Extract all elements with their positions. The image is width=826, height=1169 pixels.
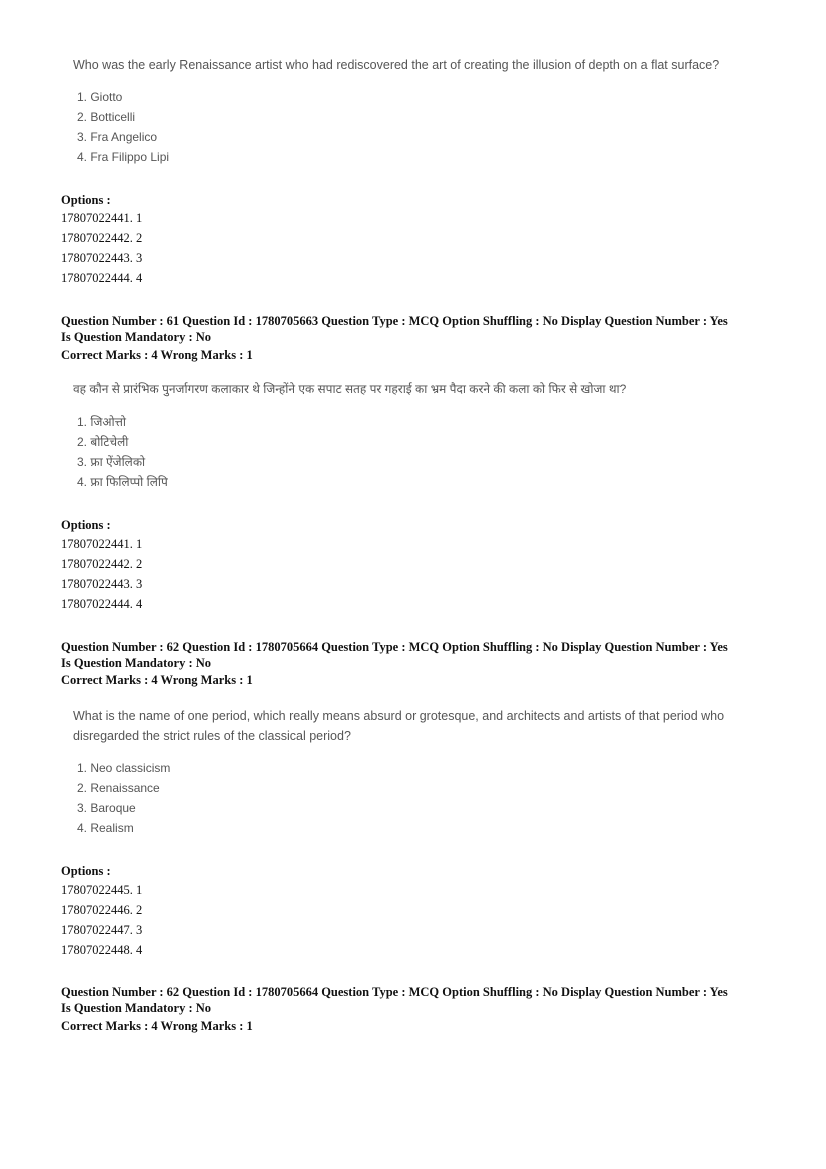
choice-item: 1. जिओत्तो (77, 415, 127, 429)
options-label: Options : (61, 518, 111, 532)
option-id: 17807022442. 2 (61, 231, 143, 245)
option-id: 17807022444. 4 (61, 271, 143, 285)
choice-item: 3. फ्रा ऐंजेलिको (77, 455, 146, 469)
choice-item: 2. Renaissance (77, 781, 160, 795)
question-mandatory: Is Question Mandatory : No (61, 330, 212, 344)
option-id: 17807022444. 4 (61, 597, 143, 611)
choice-item: 4. फ्रा फिलिप्पो लिपि (77, 475, 168, 489)
option-id: 17807022448. 4 (61, 943, 143, 957)
choice-item: 2. बोटिचेली (77, 435, 129, 449)
question-text-line: What is the name of one period, which really means absurd or grotesque, and architects and artists of that period who (73, 709, 725, 723)
question-mandatory: Is Question Mandatory : No (61, 1001, 212, 1015)
option-id: 17807022446. 2 (61, 903, 143, 917)
question-text: Who was the early Renaissance artist who had rediscovered the art of creating the illusion of depth on a flat surface? (73, 58, 720, 72)
question-mandatory: Is Question Mandatory : No (61, 656, 212, 670)
question-header: Question Number : 61 Question Id : 1780705663 Question Type : MCQ Option Shuffling : No Display Question Number : Yes (61, 314, 728, 328)
question-marks: Correct Marks : 4 Wrong Marks : 1 (61, 348, 253, 362)
choice-item: 3. Fra Angelico (77, 130, 158, 144)
option-id: 17807022441. 1 (61, 537, 143, 551)
option-id: 17807022441. 1 (61, 211, 143, 225)
option-id: 17807022443. 3 (61, 251, 143, 265)
option-id: 17807022447. 3 (61, 923, 143, 937)
options-label: Options : (61, 193, 111, 207)
choice-item: 3. Baroque (77, 801, 136, 815)
question-text: वह कौन से प्रारंभिक पुनर्जागरण कलाकार थे जिन्होंने एक सपाट सतह पर गहराई का भ्रम पैदा करने की कला को फिर से खोजा था? (73, 382, 627, 396)
choice-item: 4. Realism (77, 821, 134, 835)
question-text-line: disregarded the strict rules of the classical period? (73, 729, 351, 743)
question-header: Question Number : 62 Question Id : 1780705664 Question Type : MCQ Option Shuffling : No Display Question Number : Yes (61, 640, 728, 654)
question-header: Question Number : 62 Question Id : 1780705664 Question Type : MCQ Option Shuffling : No Display Question Number : Yes (61, 985, 728, 999)
question-marks: Correct Marks : 4 Wrong Marks : 1 (61, 673, 253, 687)
choice-item: 1. Neo classicism (77, 761, 171, 775)
options-label: Options : (61, 864, 111, 878)
choice-item: 1. Giotto (77, 90, 123, 104)
question-marks: Correct Marks : 4 Wrong Marks : 1 (61, 1019, 253, 1033)
choice-item: 2. Botticelli (77, 110, 136, 124)
option-id: 17807022443. 3 (61, 577, 143, 591)
option-id: 17807022445. 1 (61, 883, 143, 897)
choice-item: 4. Fra Filippo Lipi (77, 150, 170, 164)
option-id: 17807022442. 2 (61, 557, 143, 571)
